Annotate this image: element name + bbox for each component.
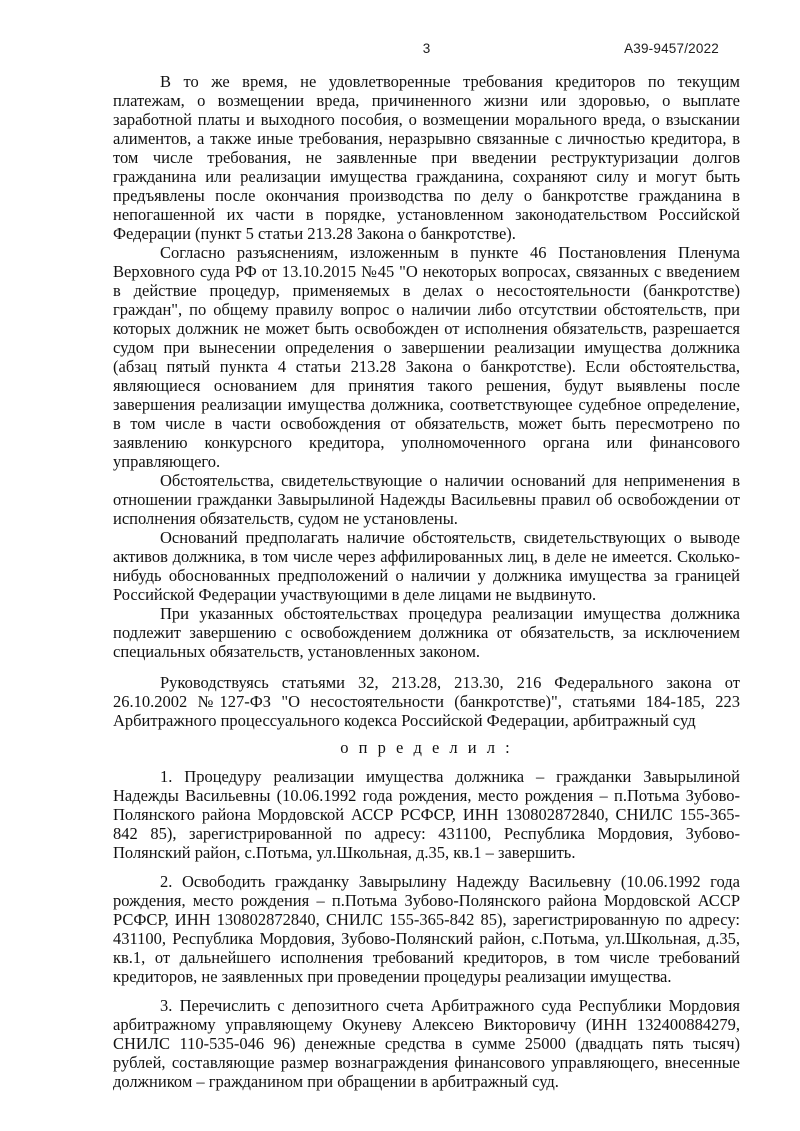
paragraph-current-claims: В то же время, не удовлетворенные требования кредиторов по текущим платежам, о возмещении вреда, причиненного жизни или здоровью, о выплате заработной платы и выходного пособия, о возмещении морального вреда, о взыскании алиментов, а также иные требования, неразрывно связанные с личностью кредитора, в том числе требования, не заявленные при введении реструктуризации долгов гражданина или реализации имущества гражданина, сохраняют силу и могут быть предъявлены после окончания производства по делу о банкротстве гражданина в непогашенной их части в порядке, установленном законодательством Российской Федерации (пункт 5 статьи 213.28 Закона о банкротстве). bbox=[113, 72, 740, 243]
paragraph-no-grounds-found: Обстоятельства, свидетельствующие о наличии оснований для неприменения в отношении гражданки Завырылиной Надежды Васильевны правил об освобождении от исполнения обязательств, судом не установлены. bbox=[113, 471, 740, 528]
page-number: 3 bbox=[422, 41, 431, 56]
resolution-item-2: 2. Освободить гражданку Завырылину Надежду Васильевну (10.06.1992 года рождения, место рождения – п.Потьма Зубово-Полянского района Мордовской АССР РСФСР, ИНН 130802872840, СНИЛС 155-365-842 85), зарегистрированную по адресу: 431100, Республика Мордовия, Зубово-Полянский район, с.Потьма, ул.Школьная, д.35, кв.1, от дальнейшего исполнения требований кредиторов, в том числе требований кредиторов, не заявленных при проведении процедуры реализации имущества. bbox=[113, 872, 740, 986]
resolution-item-1: 1. Процедуру реализации имущества должника – гражданки Завырылиной Надежды Васильевны (10.06.1992 года рождения, место рождения – п.Потьма Зубово-Полянского района Мордовской АССР РСФСР, ИНН 130802872840, СНИЛС 155-365-842 85), зарегистрированной по адресу: 431100, Республика Мордовия, Зубово-Полянский район, с.Потьма, ул.Школьная, д.35, кв.1 – завершить. bbox=[113, 767, 740, 862]
paragraph-procedure-completion: При указанных обстоятельствах процедура реализации имущества должника подлежит завершению с освобождением должника от обязательств, за исключением специальных обязательств, установленных законом. bbox=[113, 604, 740, 661]
paragraph-legal-basis: Руководствуясь статьями 32, 213.28, 213.30, 216 Федерального закона от 26.10.2002 №127-ФЗ "О несостоятельности (банкротстве)", статьями 184-185, 223 Арбитражного процессуального кодекса Российской Федерации, арбитражный суд bbox=[113, 673, 740, 730]
paragraph-no-asset-withdrawal: Оснований предполагать наличие обстоятельств, свидетельствующих о выводе активов должника, в том числе через аффилированных лиц, в деле не имеется. Сколько-нибудь обоснованных предположений о наличии у должника имущества за границей Российской Федерации участвующими в деле лицами не выдвинуто. bbox=[113, 528, 740, 604]
resolution-item-3: 3. Перечислить с депозитного счета Арбитражного суда Республики Мордовия арбитражному управляющему Окуневу Алексею Викторовичу (ИНН 132400884279, СНИЛС 110-535-046 96) денежные средства в сумме 25000 (двадцать пять тысяч) рублей, составляющие размер вознаграждения финансового управляющего, внесенные должником – гражданином при обращении в арбитражный суд. bbox=[113, 996, 740, 1091]
paragraph-plenum-explanations: Согласно разъяснениям, изложенным в пункте 46 Постановления Пленума Верховного суда РФ от 13.10.2015 №45 "О некоторых вопросах, связанных с введением в действие процедур, применяемых в делах о несостоятельности (банкротстве) граждан", по общему правилу вопрос о наличии либо отсутствии обстоятельств, при которых должник не может быть освобожден от исполнения обязательств, разрешается судом при вынесении определения о завершении реализации имущества должника (абзац пятый пункта 4 статьи 213.28 Закона о банкротстве). Если обстоятельства, являющиеся основанием для принятия такого решения, будут выявлены после завершения реализации имущества должника, соответствующее судебное определение, в том числе в части освобождения от обязательств, может быть пересмотрено по заявлению конкурсного кредитора, уполномоченного органа или финансового управляющего. bbox=[113, 243, 740, 471]
page-header bbox=[113, 41, 740, 57]
case-number: А39-9457/2022 bbox=[624, 41, 719, 56]
document-body bbox=[113, 72, 740, 1091]
resolution-heading: о п р е д е л и л : bbox=[340, 738, 513, 757]
